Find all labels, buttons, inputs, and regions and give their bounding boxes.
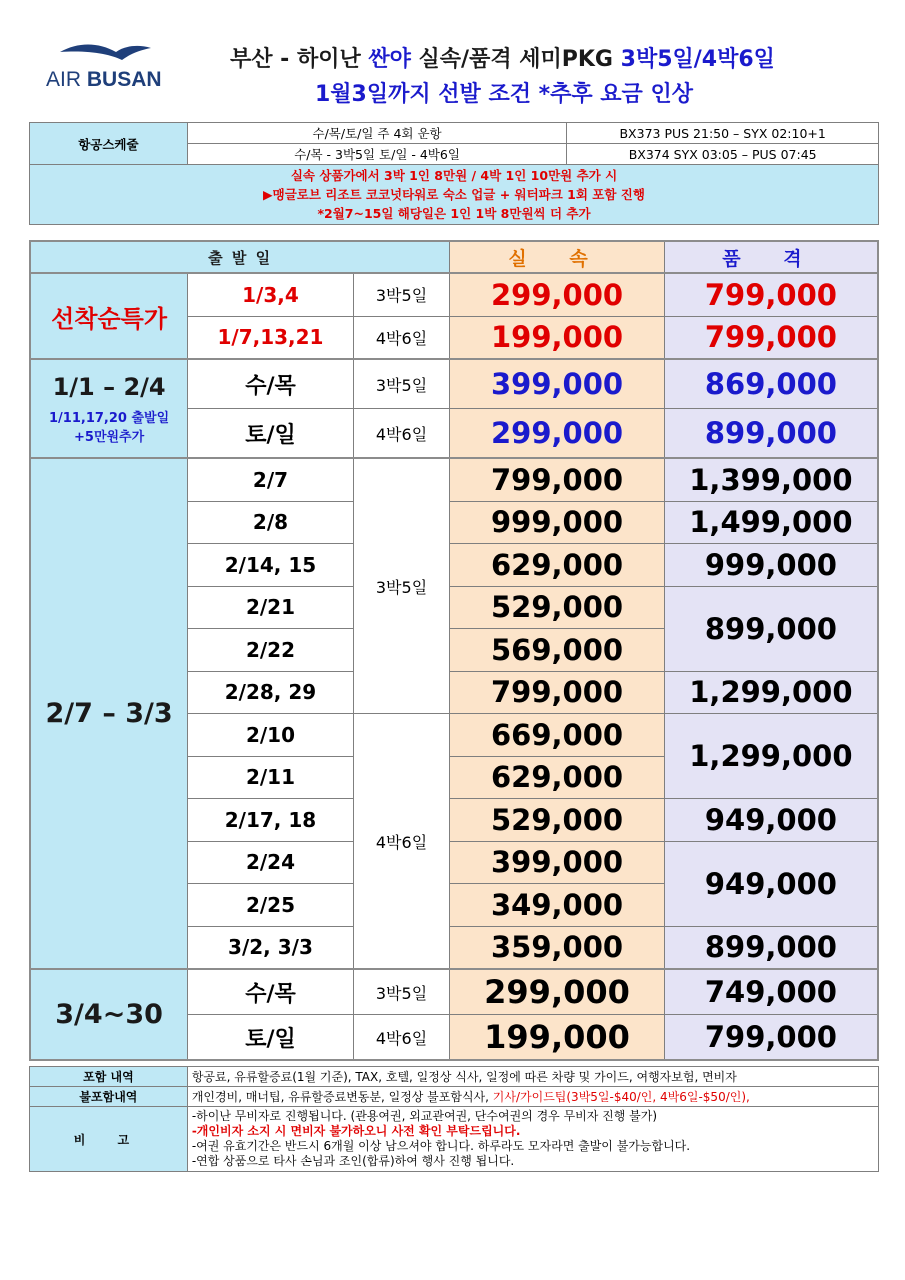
silsok-price: 669,000	[450, 714, 665, 757]
pumgyeok-price: 749,000	[664, 969, 878, 1015]
table-row-date: 2/21	[188, 586, 354, 629]
flight-schedule	[29, 122, 879, 225]
pumgyeok-price: 1,399,000	[664, 458, 878, 501]
silsok-price: 299,000	[450, 409, 665, 459]
duration: 3박5일	[353, 458, 449, 714]
silsok-price: 349,000	[450, 884, 665, 927]
pumgyeok-price: 799,000	[664, 273, 878, 316]
table-row-date: 2/8	[188, 501, 354, 544]
remarks-label: 비 고	[30, 1107, 188, 1172]
table-row-date: 2/14, 15	[188, 544, 354, 587]
silsok-price: 399,000	[450, 841, 665, 884]
schedule-ops: 수/목/토/일 주 4회 운항	[187, 123, 567, 144]
duration: 3박5일	[353, 273, 449, 316]
silsok-price: 629,000	[450, 756, 665, 799]
silsok-price: 799,000	[450, 458, 665, 501]
pumgyeok-price: 1,299,000	[664, 671, 878, 714]
table-row-date: 1/3,4	[188, 273, 354, 316]
page-title: 부산 - 하이난 싼야 실속/품격 세미PKG 3박5일/4박6일	[230, 47, 775, 72]
duration: 4박6일	[353, 316, 449, 359]
info-table	[29, 1066, 879, 1172]
silsok-price: 529,000	[450, 799, 665, 842]
air-busan-logo	[40, 38, 175, 100]
pumgyeok-price: 899,000	[664, 409, 878, 459]
pumgyeok-price: 869,000	[664, 359, 878, 409]
flight-return: BX374 SYX 03:05 – PUS 07:45	[567, 144, 879, 165]
pumgyeok-price: 949,000	[664, 799, 878, 842]
silsok-price: 299,000	[450, 969, 665, 1015]
pumgyeok-price: 1,499,000	[664, 501, 878, 544]
table-row-date: 2/22	[188, 629, 354, 672]
silsok-price: 529,000	[450, 586, 665, 629]
pumgyeok-price: 799,000	[664, 1015, 878, 1061]
bird-icon	[58, 38, 153, 68]
silsok-price: 199,000	[450, 316, 665, 359]
table-row-date: 수/목	[188, 969, 354, 1015]
silsok-price: 199,000	[450, 1015, 665, 1061]
silsok-price: 999,000	[450, 501, 665, 544]
group-mar: 3/4~30	[30, 969, 188, 1060]
schedule-label: 항공스케줄	[30, 123, 188, 165]
header-date: 출 발 일	[30, 241, 450, 273]
pumgyeok-price: 949,000	[664, 841, 878, 926]
silsok-price: 569,000	[450, 629, 665, 672]
table-row-date: 2/28, 29	[188, 671, 354, 714]
silsok-price: 629,000	[450, 544, 665, 587]
pumgyeok-price: 899,000	[664, 586, 878, 671]
page-subtitle: 1월3일까지 선발 조건 *추후 요금 인상	[315, 82, 693, 107]
duration: 4박6일	[353, 409, 449, 459]
upgrade-note: 실속 상품가에서 3박 1인 8만원 / 4박 1인 10만원 추가 시 ▶맹글로브 리조트 코코넛타워로 숙소 업글 + 워터파크 1회 포함 진행 *2월7~15일 해당일은 1인 1박 8만원씩 더 추가	[30, 165, 879, 225]
price-table	[29, 240, 879, 1061]
header-silsok: 실 속	[450, 241, 665, 273]
group-jan: 1/1 – 2/4 1/11,17,20 출발일 +5만원추가	[30, 359, 188, 458]
header-pumgyeok: 품 격	[664, 241, 878, 273]
silsok-price: 399,000	[450, 359, 665, 409]
schedule-ops-nights: 수/목 - 3박5일 토/일 - 4박6일	[187, 144, 567, 165]
group-feb: 2/7 – 3/3	[30, 458, 188, 969]
logo-text: AIR BUSAN	[46, 68, 162, 91]
duration: 3박5일	[353, 359, 449, 409]
included-label: 포함 내역	[30, 1067, 188, 1087]
table-row-date: 2/25	[188, 884, 354, 927]
table-row-date: 3/2, 3/3	[188, 926, 354, 969]
table-row-date: 2/7	[188, 458, 354, 501]
table-row-date: 2/24	[188, 841, 354, 884]
table-row-date: 수/목	[188, 359, 354, 409]
duration: 4박6일	[353, 714, 449, 970]
pumgyeok-price: 899,000	[664, 926, 878, 969]
table-row-date: 2/10	[188, 714, 354, 757]
silsok-price: 799,000	[450, 671, 665, 714]
pumgyeok-price: 1,299,000	[664, 714, 878, 799]
duration: 3박5일	[353, 969, 449, 1015]
silsok-price: 299,000	[450, 273, 665, 316]
remarks-text: -하이난 무비자로 진행됩니다. (관용여권, 외교관여권, 단수여권의 경우 무비자 진행 불가) -개인비자 소지 시 면비자 불가하오니 사전 확인 부탁드립니다. -여권 유효기간은 반드시 6개월 이상 남으셔야 합니다. 하루라도 모자라면 출발이 불가능합니다. -연합 상품으로 타사 손님과 조인(합류)하여 행사 진행 됩니다.	[187, 1107, 878, 1172]
table-row-date: 토/일	[188, 409, 354, 459]
included-text: 항공료, 유류할증료(1월 기준), TAX, 호텔, 일정상 식사, 일정에 따른 차량 및 가이드, 여행자보험, 면비자	[187, 1067, 878, 1087]
group-special: 선착순특가	[30, 273, 188, 359]
table-row-date: 2/11	[188, 756, 354, 799]
table-row-date: 토/일	[188, 1015, 354, 1061]
table-row-date: 1/7,13,21	[188, 316, 354, 359]
pumgyeok-price: 999,000	[664, 544, 878, 587]
table-row-date: 2/17, 18	[188, 799, 354, 842]
excluded-label: 불포함내역	[30, 1087, 188, 1107]
flight-outbound: BX373 PUS 21:50 – SYX 02:10+1	[567, 123, 879, 144]
excluded-text: 개인경비, 매너팁, 유류할증료변동분, 일정상 불포함식사, 기사/가이드팁(3박5일-$40/인, 4박6일-$50/인),	[187, 1087, 878, 1107]
pumgyeok-price: 799,000	[664, 316, 878, 359]
silsok-price: 359,000	[450, 926, 665, 969]
duration: 4박6일	[353, 1015, 449, 1061]
